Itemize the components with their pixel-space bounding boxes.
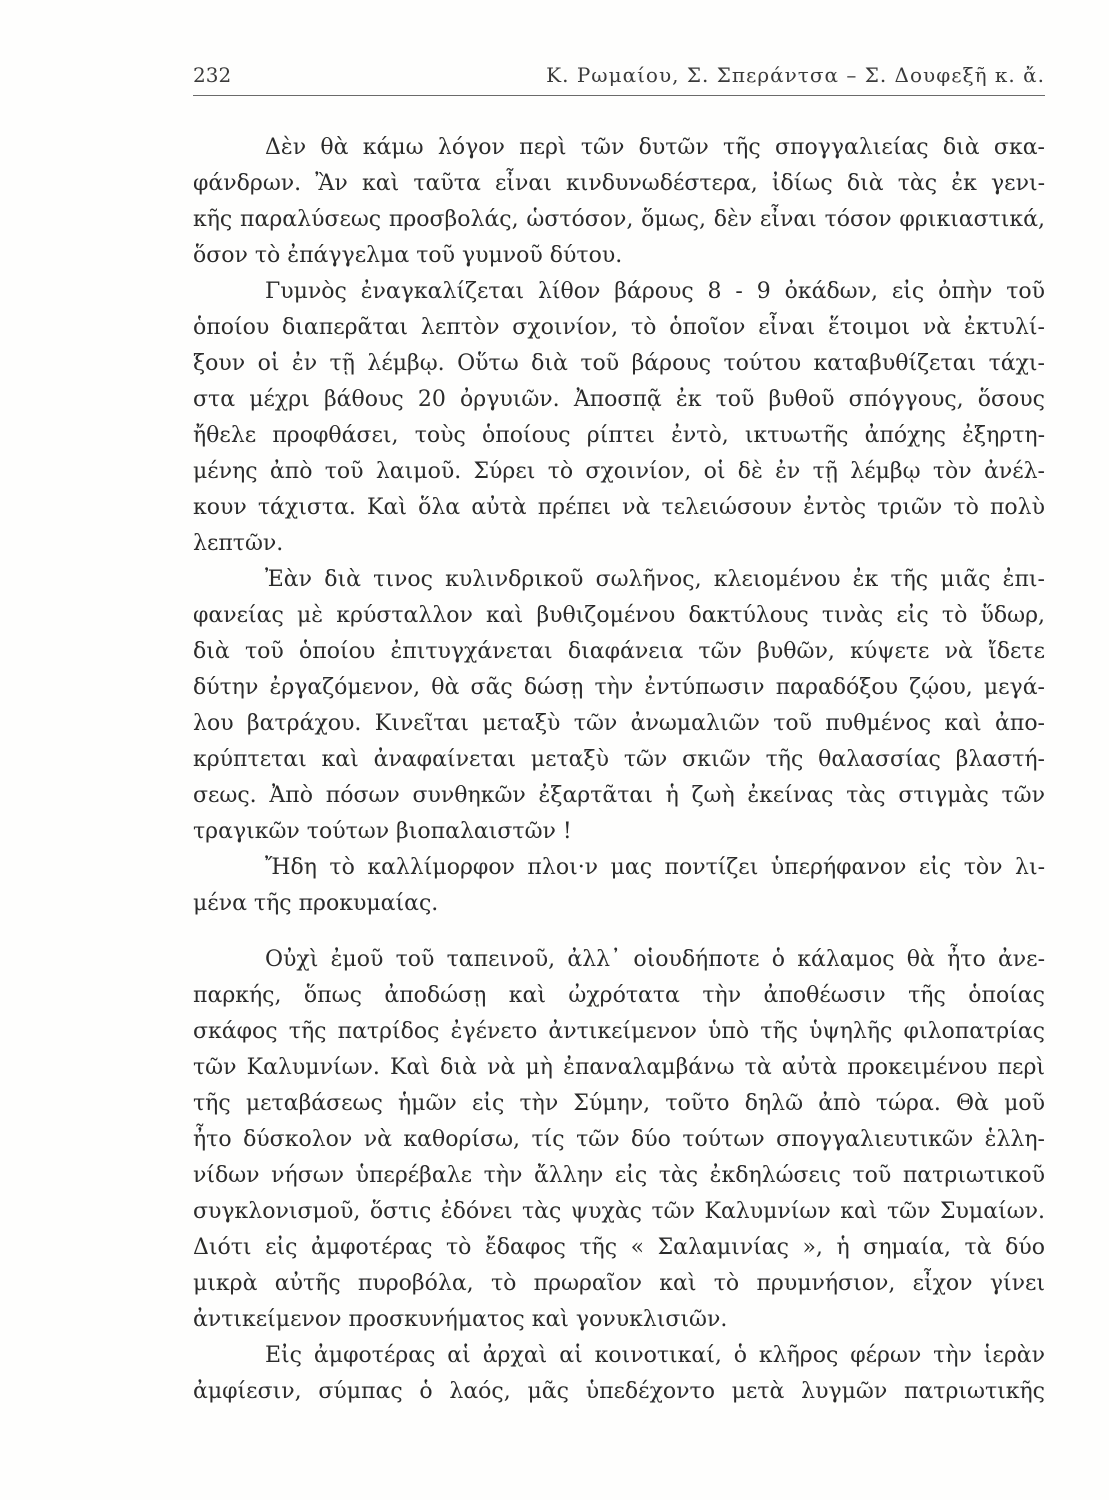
text-line: συγκλονισμοῦ, ὅστις ἐδόνει τὰς ψυχὰς τῶν Καλυμνίων καὶ τῶν Συμαίων. — [193, 1199, 1045, 1224]
text-line: Οὐχὶ ἐμοῦ τοῦ ταπεινοῦ, ἀλλ᾽ οἱουδήποτε ὁ κάλαμος θὰ ἦτο ἀνε- — [265, 947, 1045, 972]
text-line: Γυμνὸς ἐναγκαλίζεται λίθον βάρους 8 - 9 ὀκάδων, εἰς ὀπὴν τοῦ — [265, 279, 1045, 304]
text-line: ἤθελε προφθάσει, τοὺς ὁποίους ρίπτει ἐντὸ, ικτυωτῆς ἀπόχης ἐξηρτη- — [193, 423, 1045, 448]
text-line: φανείας μὲ κρύσταλλον καὶ βυθιζομένου δακτύλους τινὰς εἰς τὸ ὕδωρ, — [193, 603, 1045, 628]
running-header — [193, 60, 1045, 90]
text-line: μένης ἀπὸ τοῦ λαιμοῦ. Σύρει τὸ σχοινίον, οἱ δὲ ἐν τῇ λέμβῳ τὸν ἀνέλ- — [193, 459, 1045, 484]
text-line: μένα τῆς προκυμαίας. — [193, 891, 439, 916]
text-line: δύτην ἐργαζόμενον, θὰ σᾶς δώσῃ τὴν ἐντύπωσιν παραδόξου ζῴου, μεγά- — [193, 675, 1045, 700]
text-line: ἀμφίεσιν, σύμπας ὁ λαός, μᾶς ὑπεδέχοντο μετὰ λυγμῶν πατριωτικῆς — [193, 1379, 1045, 1404]
header-rule — [193, 95, 1045, 96]
text-line: κῆς παραλύσεως προσβολάς, ὡστόσον, ὅμως, δὲν εἶναι τόσον φρικιαστικά, — [193, 207, 1045, 232]
text-line: τραγικῶν τούτων βιοπαλαιστῶν ! — [193, 819, 572, 844]
text-line: σεως. Ἀπὸ πόσων συνθηκῶν ἐξαρτᾶται ἡ ζωὴ ἐκείνας τὰς στιγμὰς τῶν — [193, 783, 1045, 808]
text-line: διὰ τοῦ ὁποίου ἐπιτυγχάνεται διαφάνεια τῶν βυθῶν, κύψετε νὰ ἴδετε — [193, 639, 1045, 664]
text-line: λεπτῶν. — [193, 531, 284, 556]
text-line: κουν τάχιστα. Καὶ ὅλα αὐτὰ πρέπει νὰ τελειώσουν ἐντὸς τριῶν τὸ πολὺ — [193, 495, 1045, 520]
paragraph — [193, 130, 1045, 274]
text-line: Δὲν θὰ κάμω λόγον περὶ τῶν δυτῶν τῆς σπογγαλιείας διὰ σκα- — [265, 135, 1045, 160]
paragraph — [193, 274, 1045, 562]
text-line: Ἤδη τὸ καλλίμορφον πλοι·ν μας ποντίζει ὑπερήφανον εἰς τὸν λι- — [265, 855, 1045, 880]
text-line: Διότι εἰς ἀμφοτέρας τὸ ἔδαφος τῆς « Σαλαμινίας », ἡ σημαία, τὰ δύο — [193, 1235, 1045, 1260]
text-line: τῆς μεταβάσεως ἡμῶν εἰς τὴν Σύμην, τοῦτο δηλῶ ἀπὸ τώρα. Θὰ μοῦ — [193, 1091, 1045, 1116]
text-line: σκάφος τῆς πατρίδος ἐγένετο ἀντικείμενον ὑπὸ τῆς ὑψηλῆς φιλοπατρίας — [193, 1019, 1045, 1044]
text-line: ὁποίου διαπερᾶται λεπτὸν σχοινίον, τὸ ὁποῖον εἶναι ἕτοιμοι νὰ ἐκτυλί- — [193, 315, 1045, 340]
text-line: στα μέχρι βάθους 20 ὀργυιῶν. Ἀποσπᾷ ἐκ τοῦ βυθοῦ σπόγγους, ὅσους — [193, 387, 1045, 412]
text-line: ὅσον τὸ ἐπάγγελμα τοῦ γυμνοῦ δύτου. — [193, 243, 623, 268]
text-line: φάνδρων. Ἂν καὶ ταῦτα εἶναι κινδυνωδέστερα, ἰδίως διὰ τὰς ἐκ γενι- — [193, 171, 1045, 196]
text-line: νίδων νήσων ὑπερέβαλε τὴν ἄλλην εἰς τὰς ἐκδηλώσεις τοῦ πατριωτικοῦ — [193, 1163, 1045, 1188]
paragraph — [193, 562, 1045, 850]
text-line: λου βατράχου. Κινεῖται μεταξὺ τῶν ἀνωμαλιῶν τοῦ πυθμένος καὶ ἀπο- — [193, 711, 1045, 736]
paragraph — [193, 850, 1045, 922]
text-line: ἀντικείμενον προσκυνήματος καὶ γονυκλισιῶν. — [193, 1307, 728, 1332]
text-line: ξουν οἱ ἐν τῇ λέμβῳ. Οὕτω διὰ τοῦ βάρους τούτου καταβυθίζεται τάχι- — [193, 351, 1045, 376]
text-section-upper — [193, 130, 1045, 922]
text-line: Εἰς ἀμφοτέρας αἱ ἀρχαὶ αἱ κοινοτικαί, ὁ κλῆρος φέρων τὴν ἱερὰν — [265, 1343, 1045, 1368]
text-line: μικρὰ αὐτῆς πυροβόλα, τὸ πρωραῖον καὶ τὸ πρυμνήσιον, εἶχον γίνει — [193, 1271, 1045, 1296]
text-line: τῶν Καλυμνίων. Καὶ διὰ νὰ μὴ ἐπαναλαμβάνω τὰ αὐτὰ προκειμένου περὶ — [193, 1055, 1045, 1080]
running-title: Κ. Ρωμαίου, Σ. Σπεράντσα – Σ. Δουφεξῆ κ. ἄ. — [546, 63, 1045, 87]
page-number: 232 — [193, 63, 232, 87]
text-line: κρύπτεται καὶ ἀναφαίνεται μεταξὺ τῶν σκιῶν τῆς θαλασσίας βλαστή- — [193, 747, 1045, 772]
text-section-lower — [193, 942, 1045, 1410]
text-line: ἦτο δύσκολον νὰ καθορίσω, τίς τῶν δύο τούτων σπογγαλιευτικῶν ἑλλη- — [193, 1127, 1045, 1152]
paragraph — [193, 942, 1045, 1338]
text-line: Ἐὰν διὰ τινος κυλινδρικοῦ σωλῆνος, κλειομένου ἐκ τῆς μιᾶς ἐπι- — [265, 567, 1045, 592]
text-line: παρκής, ὅπως ἀποδώσῃ καὶ ὠχρότατα τὴν ἀποθέωσιν τῆς ὁποίας — [193, 983, 1045, 1008]
paragraph — [193, 1338, 1045, 1410]
